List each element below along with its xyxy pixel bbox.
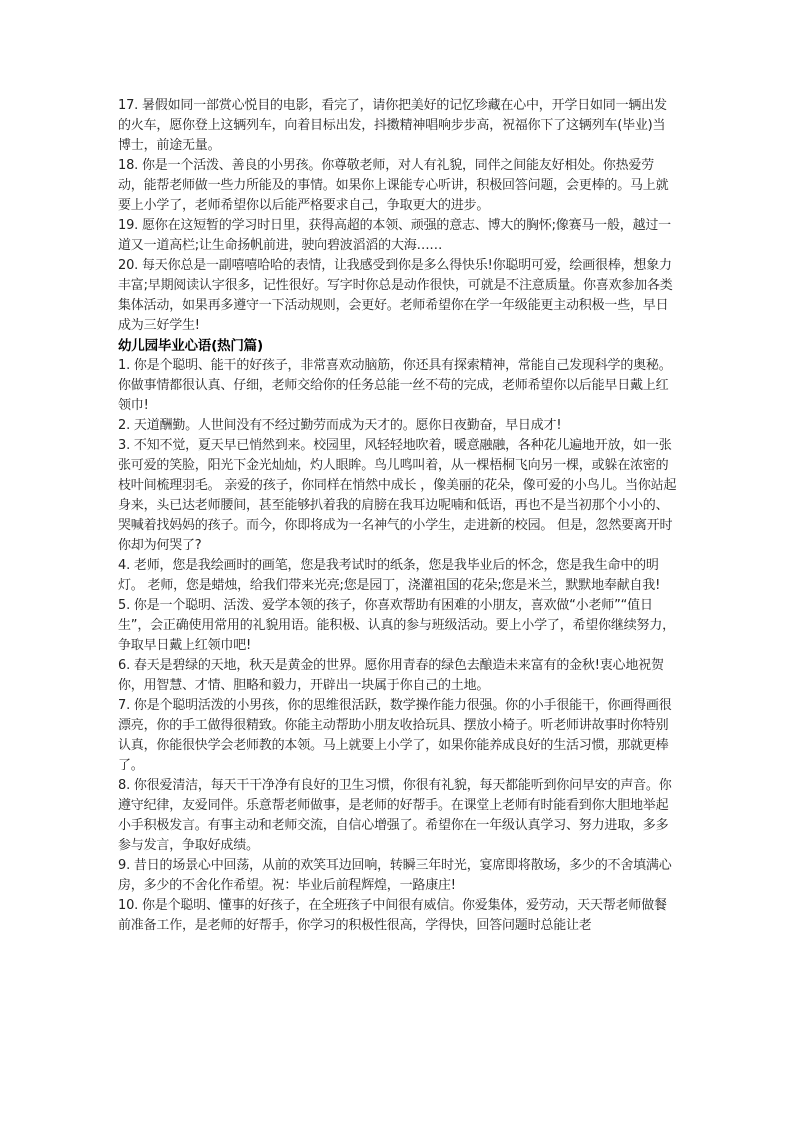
paragraph-3: 3. 不知不觉，夏天早已悄然到来。校园里，风轻轻地吹着，暖意融融，各种花儿遍地开放，如一张张可爱的笑脸，阳光下金光灿灿，灼人眼眸。鸟儿鸣叫着，从一棵梧桐飞向另一棵，或躲在浓密的枝叶间梳理羽毛。 亲爱的孩子，你同样在悄然中成长 ，像美丽的花朵，像可爱的小鸟儿。当你站起身来，头已达老师腰间，甚至能够扒着我的肩膀在我耳边呢喃和低语，再也不是当初那个小小的、哭喊着找妈妈的孩子。而今，你即将成为一名神气的小学生，走进新的校园。 但是，忽然要离开时你却为何哭了? [118, 438, 677, 553]
paragraph-20: 20. 每天你总是一副嘻嘻哈哈的表情，让我感受到你是多么得快乐!你聪明可爱，绘画很棒，想象力丰富;早期阅读认字很多，记性很好。写字时你总是动作很快，可就是不注意质量。你喜欢参加各类集体活动，如果再多遵守一下活动规则，会更好。老师希望你在学一年级能更主动积极一些，早日成为三好学生! [118, 258, 673, 333]
paragraph-5: 5. 你是一个聪明、活泼、爱学本领的孩子，你喜欢帮助有困难的小朋友，喜欢做“小老师”“值日生”，会正确使用常用的礼貌用语。能积极、认真的参与班级活动。要上小学了，希望你继续努力，争取早日戴上红领巾吧! [118, 598, 675, 653]
paragraph-19: 19. 愿你在这短暂的学习时日里，获得高超的本领、顽强的意志、博大的胸怀;像赛马一般，越过一道又一道高栏;让生命扬帆前进，驶向碧波滔滔的大海…… [118, 218, 671, 253]
paragraph-6: 6. 春天是碧绿的天地，秋天是黄金的世界。愿你用青春的绿色去酿造未来富有的金秋!衷心地祝贺你，用智慧、才情、胆略和毅力，开辟出一块属于你自己的土地。 [118, 658, 664, 693]
paragraph-2: 2. 天道酬勤。人世间没有不经过勤劳而成为天才的。愿你日夜勤奋，早日成才! [118, 418, 562, 433]
paragraph-17: 17. 暑假如同一部赏心悦目的电影，看完了，请你把美好的记忆珍藏在心中，开学日如同一辆出发的火车，愿你登上这辆列车，向着目标出发，抖擞精神唱响步步高，祝福你下了这辆列车(毕业)当博士，前途无量。 [118, 98, 667, 153]
paragraph-7: 7. 你是个聪明活泼的小男孩，你的思维很活跃，数学操作能力很强。你的小手很能干，你画得画很漂亮，你的手工做得很精致。你能主动帮助小朋友收拾玩具、摆放小椅子。听老师讲故事时你特别认真，你能很快学会老师教的本领。马上就要上小学了，如果你能养成良好的生活习惯，那就更棒了。 [118, 698, 672, 773]
document-page [118, 96, 678, 936]
section-heading: 幼儿园毕业心语(热门篇) [118, 338, 263, 354]
paragraph-9: 9. 昔日的场景心中回荡，从前的欢笑耳边回响，转瞬三年时光，宴席即将散场，多少的不舍填满心房，多少的不舍化作希望。祝：毕业后前程辉煌，一路康庄! [118, 858, 672, 893]
paragraph-8: 8. 你很爱清洁，每天干干净净有良好的卫生习惯，你很有礼貌，每天都能听到你问早安的声音。你遵守纪律，友爱同伴。乐意帮老师做事，是老师的好帮手。在课堂上老师有时能看到你大胆地举起小手积极发言。有事主动和老师交流，自信心增强了。希望你在一年级认真学习、努力进取，多多参与发言，争取好成绩。 [118, 778, 672, 853]
paragraph-18: 18. 你是一个活泼、善良的小男孩。你尊敬老师，对人有礼貌，同伴之间能友好相处。你热爱劳动，能帮老师做一些力所能及的事情。如果你上课能专心听讲，积极回答问题，会更棒的。马上就要上小学了，老师希望你以后能严格要求自己，争取更大的进步。 [118, 158, 669, 213]
paragraph-1: 1. 你是个聪明、能干的好孩子，非常喜欢动脑筋，你还具有探索精神，常能自己发现科学的奥秘。你做事情都很认真、仔细，老师交给你的任务总能一丝不苟的完成，老师希望你以后能早日戴上红领巾! [118, 358, 672, 413]
paragraph-4: 4. 老师，您是我绘画时的画笔，您是我考试时的纸条，您是我毕业后的怀念，您是我生命中的明灯。 老师，您是蜡烛，给我们带来光亮;您是园丁，浇灌祖国的花朵;您是米兰，默默地奉献自我! [118, 558, 661, 593]
paragraph-10: 10. 你是个聪明、懂事的好孩子，在全班孩子中间很有威信。你爱集体，爱劳动，天天帮老师做餐前准备工作，是老师的好帮手，你学习的积极性很高，学得快，回答问题时总能让老 [118, 898, 667, 933]
